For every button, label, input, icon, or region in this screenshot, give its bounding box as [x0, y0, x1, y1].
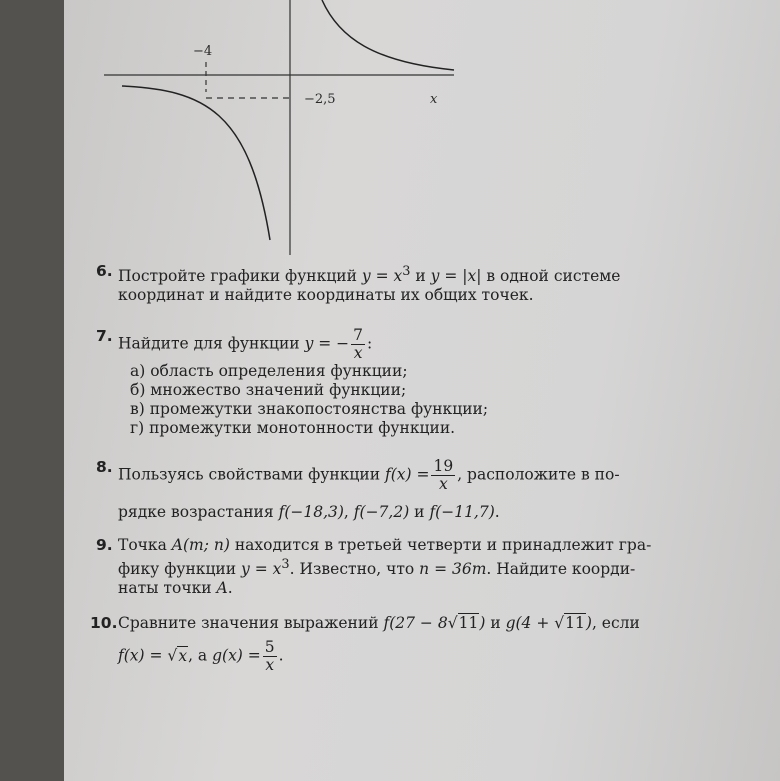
- problem-number: 10.: [90, 614, 118, 633]
- subtask-list: [118, 362, 696, 438]
- subtask-item: г) промежутки монотонности функции.: [130, 419, 456, 438]
- fraction: $\frac{5}{x}$: [264, 638, 275, 675]
- hyperbola-branch-upper: [322, 0, 454, 70]
- problem-8: 8. Пользуясь свойствами функции f(x) = $\frac{19}{x}$ , расположите в по- рядке возрастания f(−18,3), f(−7,2) и f(−11,7).: [96, 457, 620, 522]
- label-minus-two-five: −2,5: [304, 92, 336, 107]
- problem-number: 7.: [96, 327, 113, 346]
- label-minus-four: −4: [193, 44, 213, 59]
- fraction: $\frac{7}{x}$: [353, 326, 364, 363]
- subtask-item: в) промежутки знакопостоянства функции;: [130, 400, 489, 419]
- function-graph: [64, 0, 780, 255]
- sqrt-radicand: x: [178, 646, 188, 665]
- problem-7: 7. Найдите для функции y = − $\frac{7}{x}$ : а) область определения функции; б) множество значений функции; в) промежутки знакопостоянства функции; г) промежутки монотонности функции.: [96, 327, 696, 438]
- problem-10: 10. Сравните значения выражений f(27 − 8√11) и g(4 + √11), если f(x) = √x, а g(x) = $\frac{5}{x}$ .: [90, 614, 640, 675]
- problem-number: 8.: [96, 458, 113, 477]
- problem-number: 6.: [96, 262, 113, 280]
- subtask-item: б) множество значений функции;: [130, 381, 407, 400]
- formula-abs: y = |x|: [430, 267, 482, 286]
- problem-9: 9. Точка A(m; n) находится в третьей четверти и принадлежит гра- фику функции $y = x^3$. Известно, что n = 36m. Найдите коорди- наты точки A.: [96, 536, 652, 598]
- sqrt-radicand: 11: [565, 614, 585, 633]
- problem-list: [90, 262, 696, 684]
- problem-number: 9.: [96, 536, 113, 555]
- hyperbola-branch-lower: [122, 86, 270, 240]
- textbook-page: [64, 0, 780, 781]
- sqrt-radicand: 11: [458, 614, 479, 633]
- formula-cube: y = x: [361, 267, 403, 286]
- problem-6: 6. Постройте графики функций $y = x^3$ и y = |x| в одной системе координат и найдите координаты их общих точек.: [96, 262, 621, 305]
- subtask-item: а) область определения функции;: [130, 362, 408, 381]
- x-axis-label: x: [430, 92, 438, 107]
- fraction: $\frac{19}{x}$: [433, 457, 454, 494]
